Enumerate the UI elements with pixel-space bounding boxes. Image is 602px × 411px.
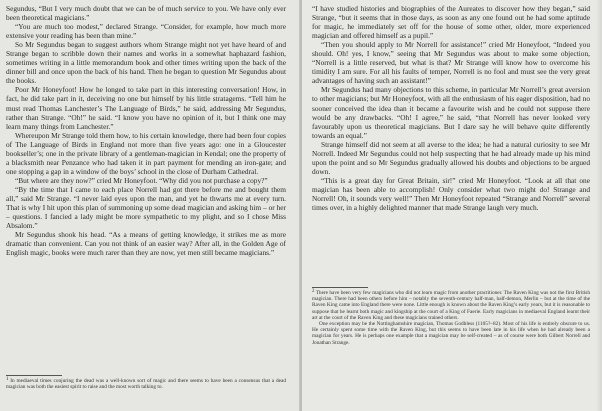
footnote-mark: 1	[6, 377, 9, 382]
footnote-mark: 2	[312, 289, 315, 294]
footnote-rule	[6, 375, 62, 376]
right-page-body	[312, 4, 590, 212]
paragraph: “Then you should apply to Mr Norrell for assistance!” cried Mr Honeyfoot, “Indeed you should. Oh! yes, I know,” seeing that Mr Segundus was about to make some objection, “Norrell is a little reserved, but what is that? Mr Strange will know how to overcome his timidity I am sure. For all his faults of temper, Norrell is no fool and must see the very great advantages of having such an assistant!”	[312, 40, 590, 86]
right-footnotes	[312, 290, 590, 346]
paragraph: Whereupon Mr Strange told them how, to his certain knowledge, there had been four copies of The Language of Birds in England not more than five years ago: one in a Gloucester bookseller’s; one in the private library of a gentleman-magician in Kendal; one the property of a blacksmith near Penzance who had taken it in part payment for mending an iron-gate; and one stopping a gap in a window of the boys’ school in the close of Durham Cathedral.	[6, 130, 286, 176]
paragraph: Segundus, “But I very much doubt that we can be of much service to you. We have only ever been theoretical magicians.”	[6, 4, 286, 23]
paragraph: “By the time that I came to each place Norrell had got there before me and bought them all,” said Mr Strange. “I never laid eyes upon the man, and yet he thwarts me at every turn. That is why I hit upon this plan of summoning up some dead magician and asking him – or her – questions. I fancied a lady might be more sympathetic to my plight, and so I chose Miss Absalom.”	[6, 184, 286, 231]
right-page	[302, 0, 602, 411]
footnote-text: There have been very few magicians who did not learn magic from another practitioner. The Raven King was not the first British magician. There had been others before him – notably the seventh-century half-man, half-demon, Merlin – but at the time of the Raven King came into England there were none. Little enough is known about the Raven King’s early years, but it is reasonable to suppose that he learnt both magic and kingship at the court of a King of Faerie. Early magicians in mediaeval England learnt their art at the court of the Raven King and these magicians trained others.	[312, 290, 590, 321]
paragraph: “This is a great day for Great Britain, sir!” cried Mr Honeyfoot. “Look at all that one magician has been able to accomplish! Only consider what two might do! Strange and Norrell! Oh, it sounds very well!” Then Mr Honeyfoot repeated “Strange and Norrell” several times over, in a highly delighted manner that made Strange laugh very much.	[312, 175, 590, 213]
paragraph: Strange himself did not seem at all averse to the idea; he had a natural curiosity to see Mr Norrell. Indeed Mr Segundus could not help suspecting that he had already made up his mind upon the point and so Mr Segundus gradually allowed his doubts and objections to be argued down.	[312, 139, 590, 176]
paragraph: Mr Segundus shook his head. “As a means of getting knowledge, it strikes me as more dramatic than convenient. Can you not think of an easier way? After all, in the Golden Age of English magic, books were much rarer than they are now, yet men still became magicians.”	[6, 230, 286, 258]
paragraph: “You are much too modest,” declared Strange. “Consider, for example, how much more extensive your reading has been than mine.”	[6, 22, 286, 41]
paragraph: Mr Segundus had many objections to this scheme, in particular Mr Norrell’s great aversion to other magicians; but Mr Honeyfoot, with all the enthusiasm of his eager disposition, had no sooner conceived the idea than it became a favourite wish and he could not suppose there would be any drawbacks. “Oh! I agree,” he said, “that Norrell has never looked very favourably upon us theoretical magicians. But I dare say he will behave quite differently towards an equal.”	[312, 85, 590, 140]
paragraph: So Mr Segundus began to suggest authors whom Strange might not yet have heard of and Strange began to scribble down their names and works in a somewhat haphazard fashion, sometimes writing in a little memorandum book and other times writing upon the back of the dinner bill and once upon the back of his hand. Then he began to question Mr Segundus about the books.	[6, 40, 286, 86]
left-page	[0, 0, 300, 411]
left-page-body	[6, 4, 286, 257]
footnote-rule	[312, 287, 368, 288]
page-edge	[596, 0, 602, 411]
footnote-text: In mediaeval times conjuring the dead was a well-known sort of magic and there seems to have been a consensus that a dead magician was both the easiest spirit to raise and the most worth talking to.	[6, 378, 287, 391]
paragraph: Poor Mr Honeyfoot! How he longed to take part in this interesting conversation! How, in fact, he did take part in it, deceiving no one but himself by his little stratagems. “Tell him he must read Thomas Lanchester’s The Language of Birds,” he said, addressing Mr Segundus, rather than Strange. “Oh!” he said. “I know you have no opinion of it, but I think one may learn many things from Lanchester.”	[6, 85, 286, 131]
paragraph: “I have studied histories and biographies of the Aureates to discover how they began,” said Strange, “but it seems that in those days, as soon as any one found out he had some aptitude for magic, he immediately set off for the house of some other, older, more experienced magician and offered himself as a pupil.”	[312, 4, 590, 41]
left-footnote	[6, 378, 286, 390]
paragraph: “But where are they now?” cried Mr Honeyfoot. “Why did you not purchase a copy?”	[15, 175, 268, 185]
footnote-text: One exception may be the Nottinghamshire magician, Thomas Godbless (1105?–82). Most of his life is entirely obscure to us. He certainly spent some time with the Raven King, but this seems to have been late in his life when he had already been a magician for years. He is perhaps one example that a magician may be self-created – as of course were both Gilbert Norrell and Jonathan Strange.	[312, 321, 590, 346]
